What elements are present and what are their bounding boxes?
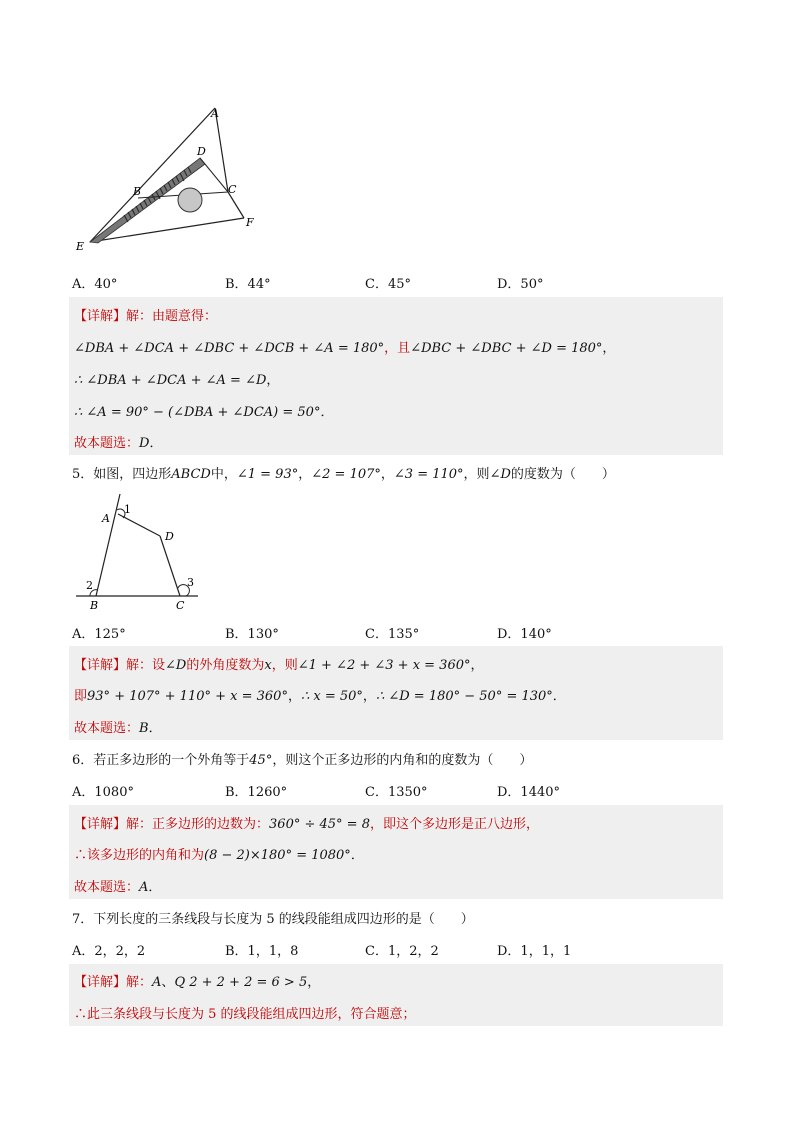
label-1: 1 — [124, 503, 131, 516]
equation: ∠3 = 110° — [393, 467, 464, 482]
equation: x — [264, 658, 272, 673]
text: ，则这个正多边形的内角和的度数为（ ） — [272, 753, 533, 768]
text: 的度数为（ ） — [510, 467, 615, 482]
option-d: D．140° — [497, 627, 552, 642]
text: 的外角度数为 — [186, 658, 265, 673]
equation: ∠2 = 107° — [311, 467, 381, 482]
solution-line — [74, 844, 364, 863]
option-d: D．50° — [497, 277, 544, 292]
q6-options — [72, 781, 732, 801]
answer: D — [139, 436, 150, 451]
solution-tag: 【详解】 — [74, 309, 127, 324]
text: 解： — [126, 975, 153, 990]
text: ， — [307, 975, 321, 990]
label-F: F — [246, 216, 254, 229]
solution-answer — [74, 717, 162, 736]
label-2: 2 — [86, 579, 93, 592]
q4-solution — [69, 297, 723, 455]
equation: 360° ÷ 45° = 8 — [269, 817, 370, 832]
solution-line — [74, 401, 333, 420]
label-A: A — [102, 512, 110, 525]
label-D: D — [165, 530, 174, 543]
text: ，则 — [271, 658, 298, 673]
solution-answer — [74, 876, 161, 895]
equation: 45° — [249, 753, 273, 768]
equation: ∴ ∠A = 90° − (∠DBA + ∠DCA) = 50° — [74, 405, 321, 420]
question-5 — [72, 463, 615, 482]
text: 6．若正多边形的一个外角等于 — [72, 753, 250, 768]
solution-tag: 【详解】 — [74, 817, 127, 832]
answer: B — [139, 721, 149, 736]
text: ，且 — [384, 341, 411, 356]
equation: ∠DBC + ∠DBC + ∠D = 180° — [410, 341, 603, 356]
solution-answer — [74, 432, 162, 451]
option-a: A．125° — [72, 627, 126, 642]
q5-options — [72, 623, 732, 643]
option-c: C．135° — [365, 627, 420, 642]
option-c: C．1350° — [365, 785, 428, 800]
equation: ∴ ∠DBA + ∠DCA + ∠A = ∠D — [74, 373, 267, 388]
equation: A — [152, 975, 162, 990]
text: ， — [298, 467, 312, 482]
text: 故本题选： — [74, 880, 140, 895]
solution-line — [74, 1003, 416, 1022]
option-a: A．2，2，2 — [72, 944, 146, 959]
q7-solution — [69, 964, 723, 1026]
equation: ∴ x = 50° — [300, 689, 363, 704]
option-d: D．1440° — [497, 785, 561, 800]
text: ． — [149, 436, 163, 451]
text: ． — [148, 721, 162, 736]
option-a: A．40° — [72, 277, 118, 292]
triangle-ruler-figure — [70, 102, 270, 260]
equation: 93° + 107° + 110° + x = 360° — [87, 689, 288, 704]
text: 解：正多边形的边数为： — [126, 817, 270, 832]
text: ， — [470, 658, 484, 673]
solution-line — [74, 654, 484, 673]
text: ． — [320, 405, 334, 420]
text: 即 — [74, 689, 88, 704]
equation: ∠1 + ∠2 + ∠3 + x = 360° — [297, 658, 471, 673]
equation: ABCD — [171, 467, 211, 482]
q5-solution — [69, 646, 723, 740]
question-6 — [72, 749, 532, 768]
solution-intro: 解：由题意得： — [126, 309, 218, 324]
text: ． — [350, 848, 364, 863]
label-3: 3 — [187, 576, 194, 589]
q7-options — [72, 940, 732, 960]
option-b: B．1260° — [225, 785, 288, 800]
equation: ∠D — [165, 658, 187, 673]
q4-options — [72, 273, 732, 293]
q6-solution — [69, 805, 723, 899]
text: 、 — [161, 975, 175, 990]
label-B: B — [133, 185, 142, 198]
solution-line — [74, 305, 217, 324]
text: ， — [602, 341, 616, 356]
option-a: A．1080° — [72, 785, 134, 800]
text: 故本题选： — [74, 436, 140, 451]
solution-line — [74, 971, 320, 990]
text: ， — [266, 373, 280, 388]
text: 5．如图，四边形 — [72, 467, 172, 482]
text: ． — [148, 880, 162, 895]
question-7 — [72, 908, 474, 927]
text: 解：设 — [126, 658, 166, 673]
solution-line — [74, 685, 566, 704]
option-d: D．1，1，1 — [497, 944, 572, 959]
text: ，即这个多边形是正八边形， — [369, 817, 539, 832]
text: 中， — [210, 467, 237, 482]
text: ． — [552, 689, 566, 704]
text: ， — [380, 467, 394, 482]
solution-line — [74, 813, 539, 832]
equation: ∠1 = 93° — [236, 467, 299, 482]
option-b: B．130° — [225, 627, 279, 642]
answer: A — [139, 880, 149, 895]
label-C: C — [176, 599, 185, 612]
label-A: A — [211, 107, 219, 120]
solution-line — [74, 337, 615, 356]
label-E: E — [76, 240, 85, 253]
text: ∴该多边形的内角和为 — [74, 848, 205, 863]
option-b: B．44° — [225, 277, 271, 292]
text: ， — [362, 689, 376, 704]
solution-line — [74, 369, 279, 388]
text: 故本题选： — [74, 721, 140, 736]
label-C: C — [228, 183, 237, 196]
text: ，则 — [463, 467, 490, 482]
equation: ∠DBA + ∠DCA + ∠DBC + ∠DCB + ∠A = 180° — [74, 341, 385, 356]
solution-tag: 【详解】 — [74, 658, 127, 673]
option-c: C．1，2，2 — [365, 944, 439, 959]
equation: Q 2 + 2 + 2 = 6 > 5 — [174, 975, 308, 990]
equation: ∴ ∠D = 180° − 50° = 130° — [375, 689, 553, 704]
label-B: B — [90, 599, 99, 612]
text: ∴此三条线段与长度为 5 的线段能组成四边形，符合题意； — [74, 1007, 416, 1022]
equation: (8 − 2)×180° = 1080° — [204, 848, 351, 863]
text: ， — [287, 689, 301, 704]
equation: ∠D — [489, 467, 511, 482]
label-D: D — [197, 145, 206, 158]
solution-tag: 【详解】 — [74, 975, 127, 990]
option-b: B．1，1，8 — [225, 944, 299, 959]
text: 7．下列长度的三条线段与长度为 5 的线段能组成四边形的是（ ） — [72, 912, 474, 927]
option-c: C．45° — [365, 277, 411, 292]
quadrilateral-figure — [72, 488, 202, 614]
